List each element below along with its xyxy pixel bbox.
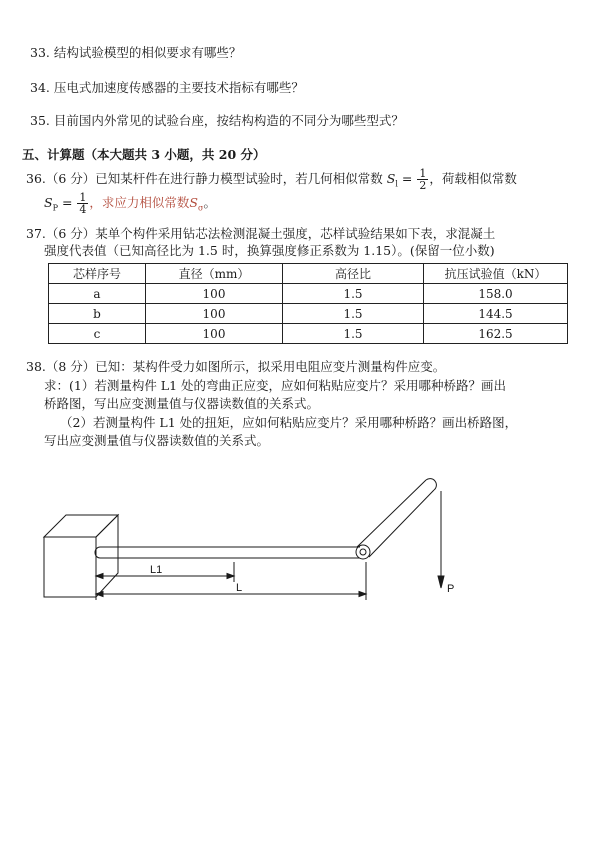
joint-pin: [360, 549, 366, 555]
q36-symbol-sl: S: [386, 171, 396, 186]
table-header: 直径（mm）: [146, 264, 283, 284]
joint-circle: [356, 545, 370, 559]
dim-arrow-l1-right: [227, 574, 234, 579]
q36-end: 。: [203, 195, 216, 210]
table-cell: 144.5: [424, 304, 568, 324]
question-36-line1: 36.（6 分）已知某杆件在进行静力模型试验时，若几何相似常数 $S_l$ = $\frac{1}{2}$ ，荷载相似常数: [26, 167, 517, 192]
question-38-line2: 求：(1）若测量构件 L1 处的弯曲正应变，应如何粘贴应变片？采用哪种桥路？画出: [44, 378, 507, 393]
q36-fraction-sp-num: 1: [79, 191, 87, 204]
q36-symbol-ss: S: [189, 195, 198, 210]
question-37-line2: 强度代表值（已知高径比为 1.5 时，换算强度修正系数为 1.15）。(保留一位小数): [44, 243, 495, 258]
table-cell: b: [49, 304, 146, 324]
table-cell: a: [49, 284, 146, 304]
q36-fraction-sl-num: 1: [419, 167, 427, 180]
support-block-side: [96, 515, 118, 597]
label-l1: L1: [150, 564, 163, 576]
label-p: P: [447, 583, 455, 595]
q36-fraction-sl-den: 2: [419, 179, 427, 192]
dim-arrow-l-right: [359, 592, 366, 597]
q36-prefix: 36.（6 分）已知某杆件在进行静力模型试验时，若几何相似常数: [26, 171, 383, 186]
q38-line1-text: 38.（8 分）已知：某构件受力如图所示，拟采用电阻应变片测量构件应变。: [26, 359, 446, 374]
table-header: 高径比: [283, 264, 424, 284]
question-37-line1: 37.（6 分）某单个构件采用钻芯法检测混凝土强度，芯样试验结果如下表，求混凝土: [26, 226, 496, 241]
question-38-line4: （2）若测量构件 L1 处的扭矩，应如何粘贴应变片？采用哪种桥路？画出桥路图，: [60, 415, 518, 430]
table-cell: 1.5: [283, 284, 424, 304]
question-38-line5: 写出应变测量值与仪器读数值的关系式。: [44, 433, 270, 448]
support-block-front: [44, 537, 96, 597]
q36-symbol-sp-sub: P: [52, 203, 58, 213]
arm-edge-upper: [357, 480, 426, 547]
q36-mid: ，荷载相似常数: [429, 171, 517, 186]
load-arrow-icon: [438, 576, 444, 588]
table-cell: 1.5: [283, 304, 424, 324]
section-title: 五、计算题（本大题共 3 小题，共 20 分）: [22, 147, 266, 162]
table-cell: 162.5: [424, 324, 568, 344]
table-cell: 100: [146, 324, 283, 344]
question-35: 35. 目前国内外常见的试验台座，按结构构造的不同分为哪些型式？: [30, 113, 404, 128]
q36-fraction-sp-den: 4: [79, 203, 87, 216]
question-33: 33. 结构试验模型的相似要求有哪些？: [30, 45, 242, 60]
question-38-line3: 桥路图，写出应变测量值与仪器读数值的关系式。: [44, 396, 320, 411]
table-header: 抗压试验值（kN）: [424, 264, 568, 284]
table-header: 芯样序号: [49, 264, 146, 284]
label-l: L: [236, 582, 243, 594]
table-cell: 158.0: [424, 284, 568, 304]
dim-arrow-l1-left: [96, 574, 103, 579]
question-34: 34. 压电式加速度传感器的主要技术指标有哪些？: [30, 80, 304, 95]
q36-symbol-sp: S: [44, 195, 53, 210]
table-cell: c: [49, 324, 146, 344]
arm-end: [426, 479, 436, 490]
q36-symbol-ss-sub: σ: [197, 203, 204, 213]
table-cell: 100: [146, 304, 283, 324]
question-36-line2: $S_P$ = $\frac{1}{4}$ ，求应力相似常数$S_\sigma$。: [44, 191, 216, 216]
arm-edge-lower: [369, 490, 434, 557]
q36-suffix: ，求应力相似常数: [89, 195, 190, 210]
table-cell: 1.5: [283, 324, 424, 344]
q36-symbol-sl-sub: l: [395, 179, 398, 189]
table-cell: 100: [146, 284, 283, 304]
